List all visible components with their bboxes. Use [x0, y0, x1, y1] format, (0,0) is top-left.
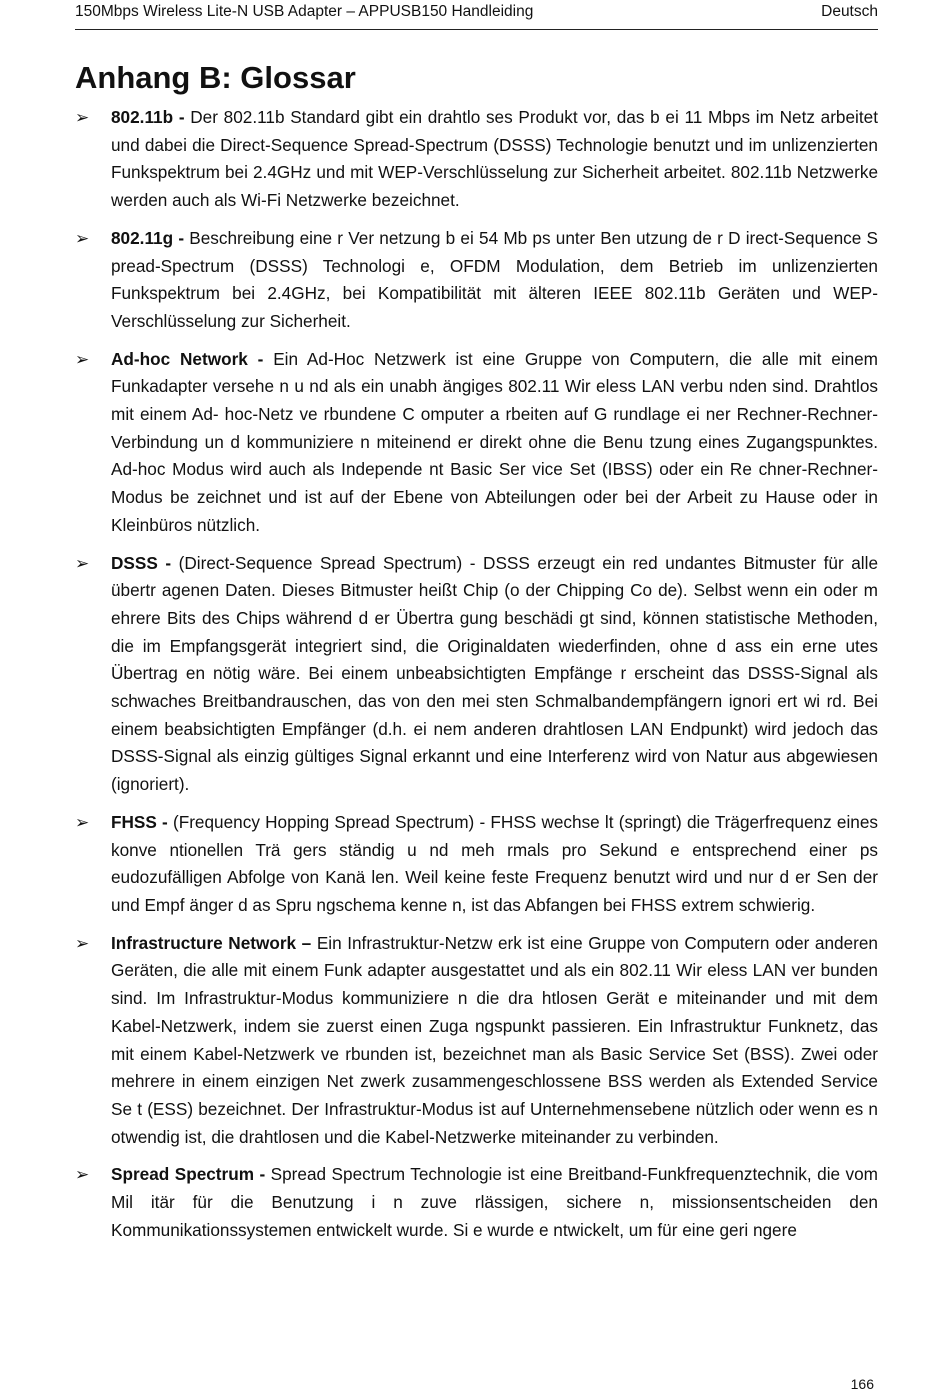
glossary-entry-adhoc: [75, 346, 878, 540]
glossary-entry-spread-spectrum: [75, 1161, 878, 1244]
entry-definition: (Frequency Hopping Spread Spectrum) - FHSS wechse lt (springt) die Trägerfrequenz eines konve ntionellen Trä gers ständig u nd meh rmals pro Sekund e entsprechend einer ps eudozufälligen Abfolge von Kanä len. Weil keine feste Frequenz benutzt wird und nur d er Sen der und Empf änger d as Spru ngschema kenne n, ist das Abfangen bei FHSS extrem schwierig.: [111, 811, 878, 915]
entry-definition: Der 802.11b Standard gibt ein drahtlo ses Produkt vor, das b ei 11 Mbps im Netz arbeitet und dabei die Direct-Sequence Spread-Spectrum (DSSS) Technologie benutzt und im unlizenzierten Funkspektrum bei 2.4GHz und mit WEP-Verschlüsselung zur Sicherheit arbeitet. 802.11b Netzwerke werden auch als Wi-Fi Netzwerke bezeichnet.: [111, 107, 878, 211]
entry-term: Infrastructure Network –: [111, 932, 317, 953]
entry-term: 802.11b -: [111, 107, 191, 127]
entry-paragraph: [111, 346, 878, 540]
entry-definition: (Direct-Sequence Spread Spectrum) - DSSS erzeugt ein red undantes Bitmuster für alle übertr agenen Daten. Dieses Bitmuster heißt Chip (o der Chipping Co de). Selbst wenn ein oder m ehrere Bits des Chips während d er Übertra gung beschädi gt sind, können statistische Methoden, die im Empfangsgerät integriert sind, die Originaldaten wiederfinden, ohne d ass ein erne utes Übertrag en nötig wäre. Bei einem unbeabsichtigten Empfänge r erscheint das DSSS-Signal als schwaches Breitbandrauschen, das von den mei sten Schmalbandempfängern ignori ert wi rd. Bei einem beabsichtigten Empfänger (d.h. ei nem anderen drahtlosen LAN Endpunkt) wird jedoch das DSSS-Signal als einzig gültiges Signal erkannt und eine Interferenz wird von Natur aus abgewiesen (ignoriert).: [111, 552, 879, 795]
entry-definition: Beschreibung eine r Ver netzung b ei 54 Mb ps unter Ben utzung de r D irect-Sequence S pread-Spectrum (DSSS) Technologi e, OFDM Modulation, dem Betrieb im unlizenzierten Funkspektrum bei 2.4GHz, bei Kompatibilität mit älteren IEEE 802.11b Geräten und WEP-Verschlüsselung zur Sicherheit.: [111, 227, 878, 331]
entry-paragraph: [111, 930, 878, 1152]
entry-term: DSSS -: [111, 552, 179, 573]
arrow-bullet-icon: ➢: [75, 108, 90, 127]
glossary-entry-80211g: [75, 225, 878, 336]
entry-term: Ad-hoc Network -: [111, 348, 274, 369]
page-title: Anhang B: Glossar: [75, 60, 356, 95]
glossary-entry-fhss: [75, 809, 878, 920]
entry-definition: Ein Ad-Hoc Netzwerk ist eine Gruppe von Computern, die alle mit einem Funkadapter versehe n u nd als ein unabh ängiges 802.11 Wir eless LAN verbu nden sind. Drahtlos mit einem Ad- hoc-Netz ve rbundene C omputer a rbeiten auf G rundlage ei ner Rechner-Rechner-Verbindung un d kommuniziere n miteinend er direkt ohne die Benu tzung eines Zugangspunktes. Ad-hoc Modus wird auch als Independe nt Basic Ser vice Set (IBSS) oder ein Re chner-Rechner-Modus be zeichnet und ist auf der Ebene von Abteilungen oder bei der Arbeit zu Hause oder in Kleinbüros nützlich.: [111, 348, 879, 535]
entry-definition: Ein Infrastruktur-Netzw erk ist eine Gruppe von Computern oder anderen Geräten, die alle mit einem Funk adapter ausgestattet und als ein 802.11 Wir eless LAN ver bunden sind. Im Infrastruktur-Modus kommuniziere n die dra htlosen Gerät e miteinander und mit dem Kabel-Netzwerk, indem sie zuerst einen Zuga ngspunkt passieren. Ein Infrastruktur Funknetz, das mit einem Kabel-Netzwerk ve rbunden ist, bezeichnet man als Basic Service Set (BSS). Zwei oder mehrere in einem einzigen Net zwerk zusammengeschlossene BSS werden als Extended Service Se t (ESS) bezeichnet. Der Infrastruktur-Modus ist auf Unternehmensebene nützlich oder wenn es n otwendig ist, die drahtlosen und die Kabel-Netzwerke miteinander zu verbinden.: [111, 932, 878, 1147]
arrow-bullet-icon: ➢: [75, 812, 90, 832]
arrow-bullet-icon: ➢: [75, 933, 90, 953]
page-number: 166: [850, 1376, 874, 1392]
arrow-bullet-icon: ➢: [75, 228, 90, 248]
entry-paragraph: [111, 225, 878, 336]
entry-paragraph: [111, 550, 878, 799]
page-header: [75, 0, 878, 30]
entry-definition: Spread Spectrum Technologie ist eine Breitband-Funkfrequenztechnik, die vom Mil itär für die Benutzung i n zuve rlässigen, sichere n, missionsentscheiden den Kommunikationssystemen entwickelt wurde. Si e wurde e ntwickelt, um für eine geri ngere: [111, 1164, 879, 1240]
entry-term: 802.11g -: [111, 227, 190, 248]
arrow-bullet-icon: ➢: [75, 349, 90, 369]
glossary-list: [75, 104, 878, 1254]
entry-term: Spread Spectrum -: [111, 1164, 271, 1185]
glossary-entry-infrastructure: [75, 930, 878, 1152]
glossary-entry-80211b: [75, 104, 878, 215]
header-language: Deutsch: [821, 3, 878, 20]
entry-term: FHSS -: [111, 811, 173, 832]
glossary-entry-dsss: [75, 550, 878, 799]
arrow-bullet-icon: ➢: [75, 1165, 90, 1185]
entry-paragraph: [111, 1161, 878, 1244]
arrow-bullet-icon: ➢: [75, 553, 90, 573]
entry-paragraph: [111, 104, 878, 215]
header-title: 150Mbps Wireless Lite-N USB Adapter – APPUSB150 Handleiding: [75, 3, 534, 20]
entry-paragraph: [111, 809, 878, 920]
